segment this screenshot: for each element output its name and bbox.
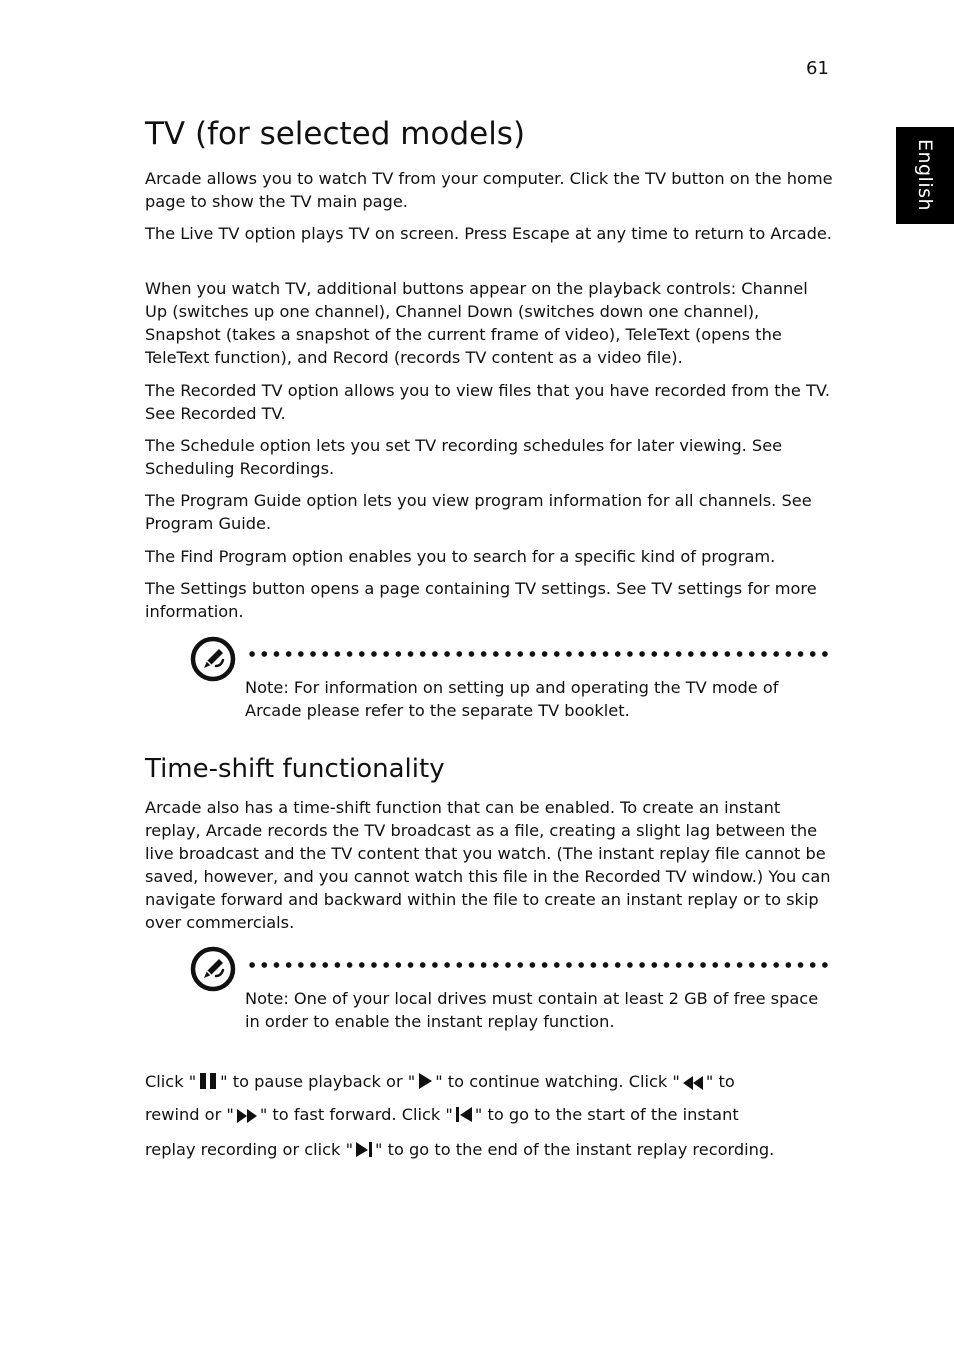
paragraph-text: Arcade also has a time-shift function that can be enabled. To create an instant replay, Arcade records the TV broadcast as a file, creating a slight lag between the live broadcast and the TV content that you watch. (The instant replay file cannot be saved, however, and you cannot watch this file in the Recorded TV window.) You can navigate forward and backward within the file to create an instant replay or to skip over commercials. (145, 798, 831, 932)
emphasized-term: Find Program (180, 547, 287, 566)
emphasized-term: Program Guide (180, 491, 302, 510)
controls-text: " to continue watching. Click " (435, 1072, 680, 1091)
controls-line (145, 1138, 845, 1161)
note-divider (246, 962, 830, 968)
skip-to-start-icon (455, 1106, 473, 1123)
controls-text: Click " (145, 1072, 197, 1091)
controls-line (145, 1070, 845, 1093)
controls-text: " to go to the end of the instant replay recording. (375, 1140, 775, 1159)
controls-text: " to (705, 1072, 735, 1091)
emphasized-term: Note (245, 678, 284, 697)
paragraph (145, 167, 835, 213)
page-title: TV (for selected models) (145, 116, 526, 152)
note-pen-icon (190, 946, 236, 992)
paragraph-text: The Program Guide option lets you view program information for all channels. See Program Guide. (145, 491, 812, 533)
skip-to-end-icon (355, 1141, 373, 1158)
emphasized-term: Live TV (180, 224, 240, 243)
language-tab-label: English (914, 138, 936, 212)
emphasized-term: TV (645, 169, 667, 188)
paragraph (145, 545, 835, 568)
emphasized-term: Snapshot (145, 325, 221, 344)
page-number: 61 (806, 58, 829, 79)
emphasized-term: Recorded TV (180, 381, 283, 400)
paragraph-text: Arcade allows you to watch TV from your computer. Click the TV button on the home page to show the TV main page. (145, 169, 833, 211)
controls-text: " to go to the start of the instant (474, 1105, 739, 1124)
paragraph-text: The Recorded TV option allows you to view files that you have recorded from the TV. See Recorded TV. (145, 381, 831, 423)
emphasized-term: Note: (245, 989, 289, 1008)
emphasized-term: Channel (395, 302, 462, 321)
paragraph-text: When you watch TV, additional buttons appear on the playback controls: Channel Up (switches up one channel), Channel Down (switches down one channel), Snapshot (takes a snapshot of the current frame of video), TeleText (opens the TeleText function), and Record (records TV content as a video file). (145, 279, 808, 367)
paragraph (145, 489, 835, 535)
note-text: Note: For information on setting up and operating the TV mode of Arcade please refer to the separate TV booklet. (245, 678, 779, 720)
controls-text: replay recording or click " (145, 1140, 354, 1159)
controls-line (145, 1103, 845, 1126)
note-divider (246, 651, 830, 657)
emphasized-term: TeleText (625, 325, 690, 344)
emphasized-term: Channel Up (145, 279, 808, 321)
pause-icon (198, 1072, 218, 1090)
controls-text: " to fast forward. Click " (259, 1105, 453, 1124)
paragraph (145, 222, 835, 245)
rewind-icon (682, 1074, 704, 1090)
play-icon (417, 1072, 433, 1090)
section-title: Time-shift functionality (145, 754, 445, 784)
note-text: Note: One of your local drives must contain at least 2 GB of free space in order to enable the instant replay function. (245, 989, 819, 1031)
emphasized-term: Record (332, 348, 389, 367)
paragraph-text: The Live TV option plays TV on screen. Press Escape at any time to return to Arcade. (145, 224, 832, 243)
note (245, 676, 825, 722)
paragraph (145, 796, 835, 934)
paragraph (145, 577, 835, 623)
paragraph-text: The Settings button opens a page containing TV settings. See TV settings for more information. (145, 579, 817, 621)
language-tab (896, 127, 954, 224)
controls-text: " to pause playback or " (220, 1072, 416, 1091)
note-pen-icon (190, 636, 236, 682)
emphasized-term: Escape (512, 224, 570, 243)
paragraph (145, 277, 835, 369)
fast-forward-icon (236, 1107, 258, 1123)
emphasized-term: Settings (180, 579, 247, 598)
paragraph-text: The Schedule option lets you set TV recording schedules for later viewing. See Scheduling Recordings. (145, 436, 783, 478)
paragraph (145, 434, 835, 480)
paragraph-text: The Find Program option enables you to search for a specific kind of program. (145, 547, 776, 566)
paragraph (145, 379, 835, 425)
controls-text: rewind or " (145, 1105, 234, 1124)
emphasized-term: Schedule (180, 436, 255, 455)
note (245, 987, 825, 1033)
